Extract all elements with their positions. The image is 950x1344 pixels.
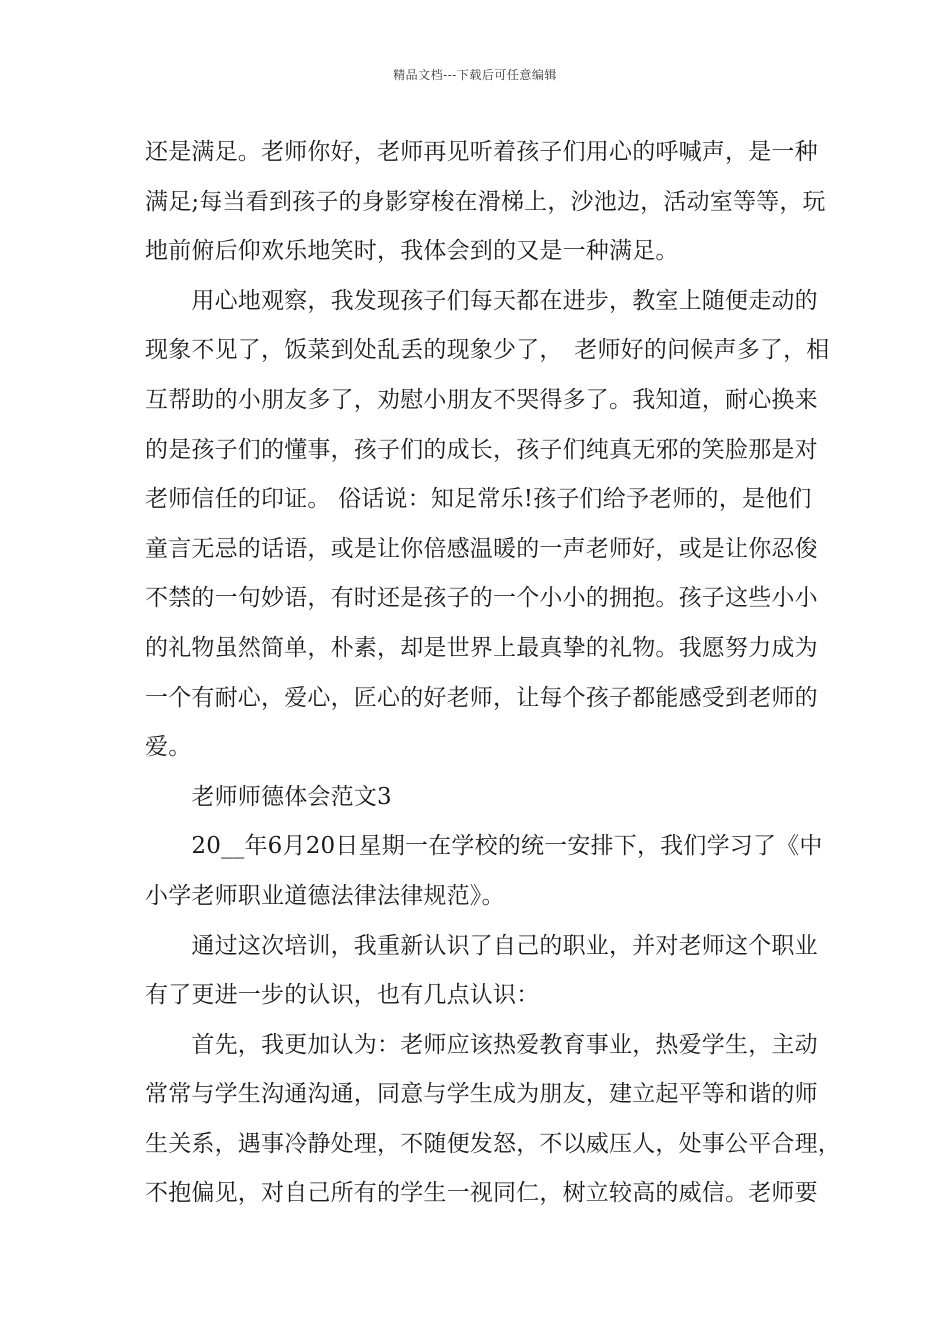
text-line: 生关系，遇事冷静处理，不随便发怒，不以威压人，处事公平合理，	[145, 1130, 841, 1157]
section-heading: 老师师德体会范文3	[145, 783, 392, 810]
text-line: 的礼物虽然简单，朴素，却是世界上最真挚的礼物。我愿努力成为	[145, 634, 818, 661]
document-body	[145, 128, 841, 1219]
text-line: 满足;每当看到孩子的身影穿梭在滑梯上，沙池边，活动室等等，玩	[145, 188, 826, 215]
text-line: 的是孩子们的懂事，孩子们的成长，孩子们纯真无邪的笑脸那是对	[145, 436, 818, 463]
text-line: 一个有耐心，爱心，匠心的好老师，让每个孩子都能感受到老师的	[145, 684, 818, 711]
text-line: 互帮助的小朋友多了，劝慰小朋友不哭得多了。我知道，耐心换来	[145, 386, 818, 413]
text-line: 现象不见了，饭菜到处乱丢的现象少了， 老师好的问候声多了，相	[145, 337, 830, 364]
text-line: 童言无忌的话语，或是让你倍感温暖的一声老师好，或是让你忍俊	[145, 535, 818, 562]
text-line: 不抱偏见，对自己所有的学生一视同仁，树立较高的威信。老师要	[145, 1180, 818, 1207]
text-line: 常常与学生沟通沟通，同意与学生成为朋友，建立起平等和谐的师	[145, 1081, 818, 1108]
text-line: 通过这次培训，我重新认识了自己的职业，并对老师这个职业	[145, 932, 818, 959]
text-line: 爱。	[145, 734, 192, 761]
text-line: 老师信任的印证。 俗话说：知足常乐!孩子们给予老师的，是他们	[145, 486, 812, 513]
text-line: 还是满足。老师你好，老师再见听着孩子们用心的呼喊声，是一种	[145, 139, 818, 165]
text-line: 20__年6月20日星期一在学校的统一安排下，我们学习了《中	[145, 833, 823, 860]
text-line: 有了更进一步的认识，也有几点认识：	[145, 982, 540, 1009]
page-header: 精品文档---下载后可任意编辑	[393, 68, 557, 82]
text-line: 用心地观察，我发现孩子们每天都在进步，教室上随便走动的	[145, 287, 818, 314]
text-line: 首先，我更加认为：老师应该热爱教育事业，热爱学生，主动	[145, 1031, 818, 1058]
text-line: 不禁的一句妙语，有时还是孩子的一个小小的拥抱。孩子这些小小	[145, 585, 818, 612]
text-line: 小学老师职业道德法律法律规范》。	[145, 882, 505, 909]
text-line: 地前俯后仰欢乐地笑时，我体会到的又是一种满足。	[145, 238, 679, 265]
